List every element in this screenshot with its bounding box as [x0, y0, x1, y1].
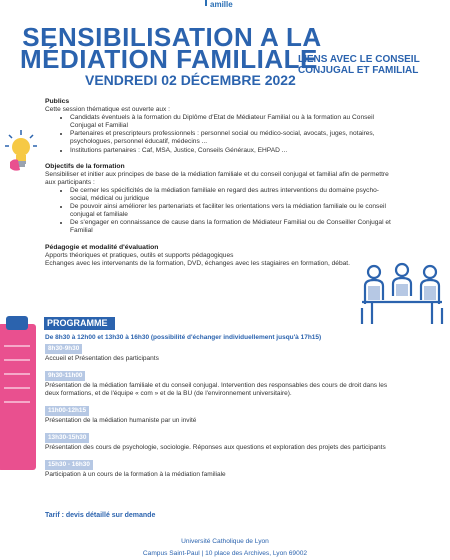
time-badge: 8h30-9h30: [45, 344, 82, 354]
list-item: • De cerner les spécificités de la médiation familiale en regard des autres interventions du domaine psycho-social, médical ou juridique: [70, 187, 395, 203]
list-item: • Institutions partenaires : Caf, MSA, Justice, Conseils Généraux, EHPAD ...: [70, 147, 395, 155]
logo-bar: [205, 0, 207, 6]
publics-list: [45, 114, 395, 154]
objectifs-intro: Sensibiliser et initier aux principes de base de la médiation familiale et du conseil conjugal et familial afin de permettre aux participants :: [45, 170, 389, 186]
programme-hours: De 8h30 à 12h00 et 13h30 à 16h30 (possibilité d'échanger individuellement jusqu'à 17h15): [45, 334, 322, 341]
slot-text: Accueil et Présentation des participants: [45, 355, 159, 362]
slot-text: Participation à un cours de la formation à la médiation familiale: [45, 471, 226, 478]
pedagogie-line-2: Echanges avec les intervenants de la formation, DVD, échanges avec les stagiaires en formation, débat.: [45, 259, 350, 267]
list-item: • Partenaires et prescripteurs professionnels : personnel social ou médico-social, avocats, juges, notaires, psychologues, personnel éducatif, médecins ...: [70, 130, 395, 146]
slot-text: Présentation de la médiation familiale et du conseil conjugal. Intervention des responsables des cours de droit dans les deux formations, et de l'équipe « com » et de la BU (de l'environnement universitaire).: [45, 382, 388, 397]
slot-text: Présentation des cours de psychologie, sociologie. Réponses aux questions et exploration des projets des participants: [45, 444, 386, 451]
publics-title: Publics: [45, 98, 70, 105]
time-badge: 11h00-12h15: [45, 406, 89, 416]
time-badge: 13h30-15h30: [45, 433, 89, 443]
time-badge: 15h30 - 16h30: [45, 460, 93, 470]
clipboard-icon: [0, 312, 40, 472]
programme-schedule: [45, 334, 395, 479]
list-item: • De s'engager en connaissance de cause dans la formation de Médiateur Familial ou de Conseiller Conjugal et Familial: [70, 219, 395, 235]
list-item: • Candidats éventuels à la formation du Diplôme d'Etat de Médiateur Familial ou à la formation au Conseil Conjugal et Familial: [70, 114, 395, 130]
meeting-people-icon: [360, 262, 444, 328]
programme-label: PROGRAMME: [44, 317, 115, 330]
list-item: • De pouvoir ainsi améliorer les partenariats et faciliter les orientations vers la médiation familiale ou le conseil conjugal et familiale: [70, 203, 395, 219]
logo-fragment: amille: [210, 0, 233, 9]
slot-text: Présentation de la médiation humaniste par un invité: [45, 417, 197, 424]
footer-institution: Université Catholique de Lyon: [181, 538, 269, 545]
objectifs-title: Objectifs de la formation: [45, 162, 125, 170]
subtitle-line-2: CONJUGAL ET FAMILIAL: [298, 65, 419, 76]
time-badge: 9h30-11h00: [45, 371, 85, 381]
publics-intro: Cette session thématique est ouverte aux :: [45, 106, 170, 114]
footer-address: Campus Saint-Paul | 10 place des Archives, Lyon 69002: [142, 550, 308, 557]
subtitle-line-1: LIENS AVEC LE CONSEIL: [298, 54, 420, 65]
lightbulb-icon: [4, 128, 38, 172]
title-line-2: MÉDIATION FAMILIALE: [20, 44, 318, 74]
subtitle: [298, 54, 420, 76]
event-date: VENDREDI 02 DÉCEMBRE 2022: [85, 72, 296, 88]
tarif-text: Tarif : devis détaillé sur demande: [45, 512, 156, 519]
info-section: [45, 98, 395, 268]
pedagogie-line-1: Apports théoriques et pratiques, outils et supports pédagogiques: [45, 251, 234, 259]
objectifs-list: [45, 187, 395, 236]
pedagogie-title: Pédagogie et modalité d'évaluation: [45, 243, 159, 251]
title-line-1: SENSIBILISATION A LA: [22, 22, 322, 52]
